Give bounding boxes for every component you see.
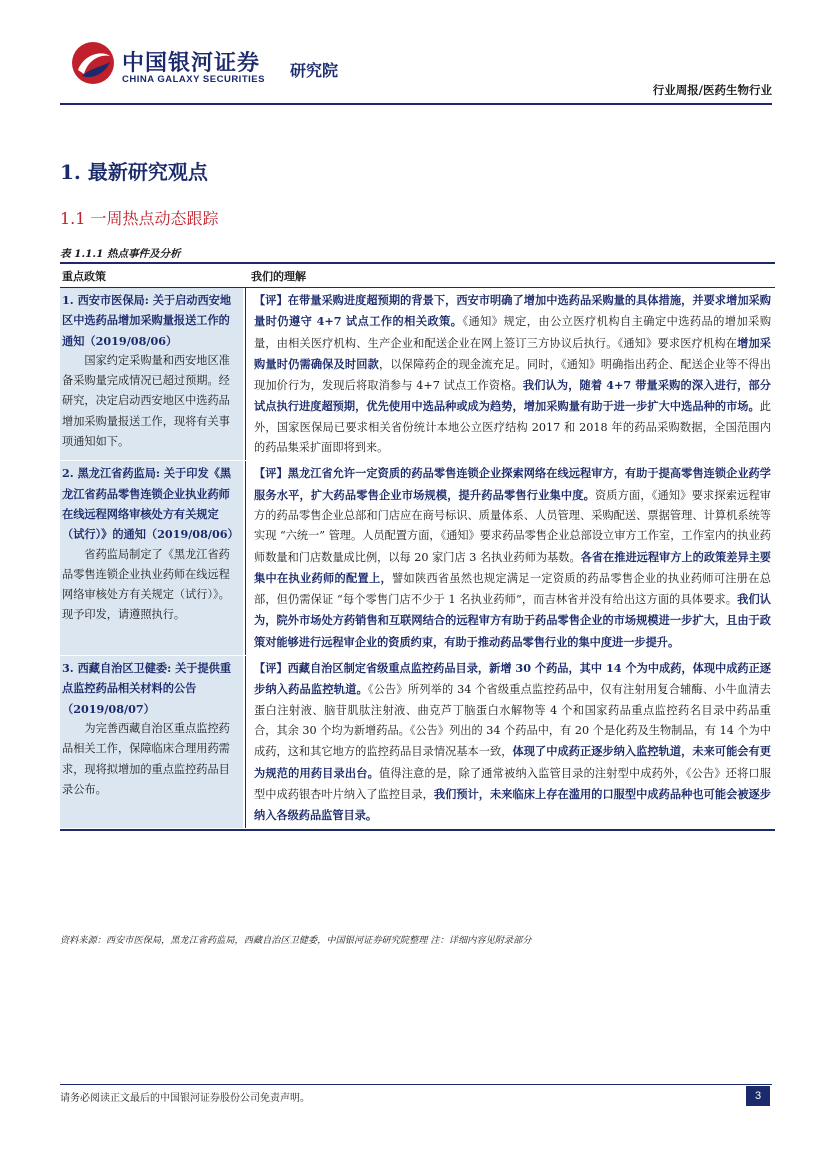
section-heading: 1. 最新研究观点	[60, 160, 208, 184]
table-row	[60, 461, 775, 656]
disclaimer-text: 请务必阅读正文最后的中国银河证券股份公司免责声明。	[60, 1093, 310, 1104]
analysis-text: 譬如陕西省虽然也规定满足一定资质的药品零售企业的执业药师可注册在总部，但仍需保证 “每个零售门店不少于 1 名执业药师”，而吉林省并没有给出这方面的具体要求。	[254, 571, 771, 607]
subsection-heading: 1.1 一周热点动态跟踪	[60, 209, 219, 228]
policy-cell	[60, 288, 245, 460]
policy-title: 2. 黑龙江省药监局: 关于印发《黑龙江省药品零售连锁企业执业药师在线远程网络审核处方有关规定（试行）》的通知（2019/08/06）	[62, 466, 239, 542]
policy-summary: 国家约定采购量和西安地区准备采购量完成情况已超过预期。经研究，决定启动西安地区中选药品增加采购量报送工作，现将有关事项通知如下。	[62, 353, 230, 449]
analysis-cell	[245, 288, 775, 460]
report-type: 行业周报/医药生物行业	[652, 83, 772, 97]
policy-title: 1. 西安市医保局: 关于启动西安地区中选药品增加采购量报送工作的通知（2019/08/06）	[62, 293, 232, 348]
analysis-highlight-text: 体现了中成药正逐步纳入监控轨道，未来可能会有更为规范的用药目录出台。	[254, 744, 771, 780]
table-row	[60, 656, 775, 829]
logo-chinese-name: 中国银河证券	[122, 51, 261, 76]
analysis-cell	[245, 461, 775, 655]
analysis-text: ，以保障药企的现金流充足。同时，《通知》明确指出药企、配送企业等不得出现加价行为，发现后将取消参与 4+7 试点工作资格。	[254, 357, 771, 393]
policy-title: 3. 西藏自治区卫健委: 关于提供重点监控药品相关材料的公告（2019/08/07）	[62, 661, 232, 716]
policy-summary: 为完善西藏自治区重点监控药品相关工作，保障临床合理用药需求，现将拟增加的重点监控药品目录公布。	[62, 721, 230, 796]
analysis-cell	[245, 656, 775, 828]
analysis-highlight-text: 【评】黑龙江省允许一定资质的药品零售连锁企业探索网络在线远程审方，有助于提高零售连锁企业药学服务水平，扩大药品零售企业市场规模，提升药品零售行业集中度。	[254, 466, 771, 502]
galaxy-logo-icon	[70, 40, 116, 86]
analysis-text: 值得注意的是，除了通常被纳入监管目录的注射型中成药外，《公告》还将口服型中成药银杏叶片纳入了监控目录，	[254, 766, 771, 801]
table-header	[60, 264, 775, 288]
table-row	[60, 288, 775, 461]
analysis-highlight-text: 各省在推进远程审方上的政策差异主要集中在执业药师的配置上，	[254, 549, 771, 585]
policy-table	[60, 262, 775, 831]
analysis-highlight-text: 【评】在带量采购进度超预期的背景下，西安市明确了增加中选药品采购量的具体措施，并要求增加采购量时仍遵守 4+7 试点工作的相关政策。	[254, 293, 771, 329]
page-header	[60, 38, 772, 104]
analysis-highlight-text: 我们认为，院外市场处方药销售和互联网结合的远程审方有助于药品零售企业的市场规模进一步扩大，且由于政策对能够进行远程审企业的资质约束，有助于推动药品零售行业的集中度进一步提升。	[254, 592, 771, 649]
column-header-analysis: 我们的理解	[251, 269, 306, 283]
analysis-highlight-text: 【评】西藏自治区制定省级重点监控药品目录，新增 30 个药品，其中 14 个为中成药，体现中成药正逐步纳入药品监控轨道。	[254, 661, 771, 697]
policy-summary: 省药监局制定了《黑龙江省药品零售连锁企业执业药师在线远程网络审核处方有关规定（试行）》。现予印发，请遵照执行。	[62, 547, 230, 622]
table-bottom-rule	[60, 829, 775, 831]
analysis-highlight-text: 我们认为，随着 4+7 带量采购的深入进行，部分试点执行进度超预期，优先使用中选品种或成为趋势，增加采购量有助于进一步扩大中选品种的市场。	[254, 378, 771, 414]
table-caption: 表 1.1.1 热点事件及分析	[60, 248, 181, 260]
analysis-text: 《通知》规定，由公立医疗机构自主确定中选药品的增加采购量，由相关医疗机构、生产企业和配送企业在网上签订三方协议后执行。《通知》要求医疗机构在	[254, 315, 772, 350]
source-note: 资料来源：西安市医保局，黑龙江省药监局，西藏自治区卫健委，中国银河证券研究院整理 注：详细内容见附录部分	[60, 935, 532, 946]
column-header-policy: 重点政策	[62, 269, 106, 283]
institute-label: 研究院	[290, 61, 339, 80]
analysis-highlight-text: 增加采购量时仍需确保及时回款	[254, 335, 771, 371]
analysis-highlight-text: 我们预计，未来临床上存在滥用的口服型中成药品种也可能会被逐步纳入各级药品监管目录。	[254, 786, 771, 823]
analysis-text: 《公告》所列举的 34 个省级重点监控药品中，仅有注射用复合辅酶、小牛血清去蛋白注射液、脑苷肌肽注射液、曲克芦丁脑蛋白水解物等 4 个和国家药品重点监控药名目录中药品重合，其余 30 个均为新增药品。《公告》列出的 34 个药品中，有 20 个是化药及生物制品，有 14 个为中成药，这和其它地方的监控药品目录情况基本一致，	[254, 683, 771, 759]
analysis-text: 资质方面，《通知》要求探索远程审方的药品零售企业总部和门店应在商号标识、质量体系、人员管理、采购配送、票据管理、计算机系统等实现 “六统一” 管理。人员配置方面，《通知》要求药品零售企业总部设立审方工作室，工作室内的执业药师数量和门店数量成比例，以每 20 家门店 3 名执业药师为基数。	[254, 488, 771, 564]
logo-english-name: CHINA GALAXY SECURITIES	[122, 74, 265, 85]
page-number: 3	[746, 1086, 770, 1106]
policy-cell	[60, 656, 245, 828]
header-divider	[60, 103, 772, 105]
footer-divider	[60, 1084, 772, 1085]
policy-cell	[60, 461, 245, 655]
analysis-text: 此外，国家医保局已要求相关省份统计本地公立医疗结构 2017 和 2018 年的药品采购数据，全国范围内的药品集采扩面即将到来。	[254, 400, 771, 455]
